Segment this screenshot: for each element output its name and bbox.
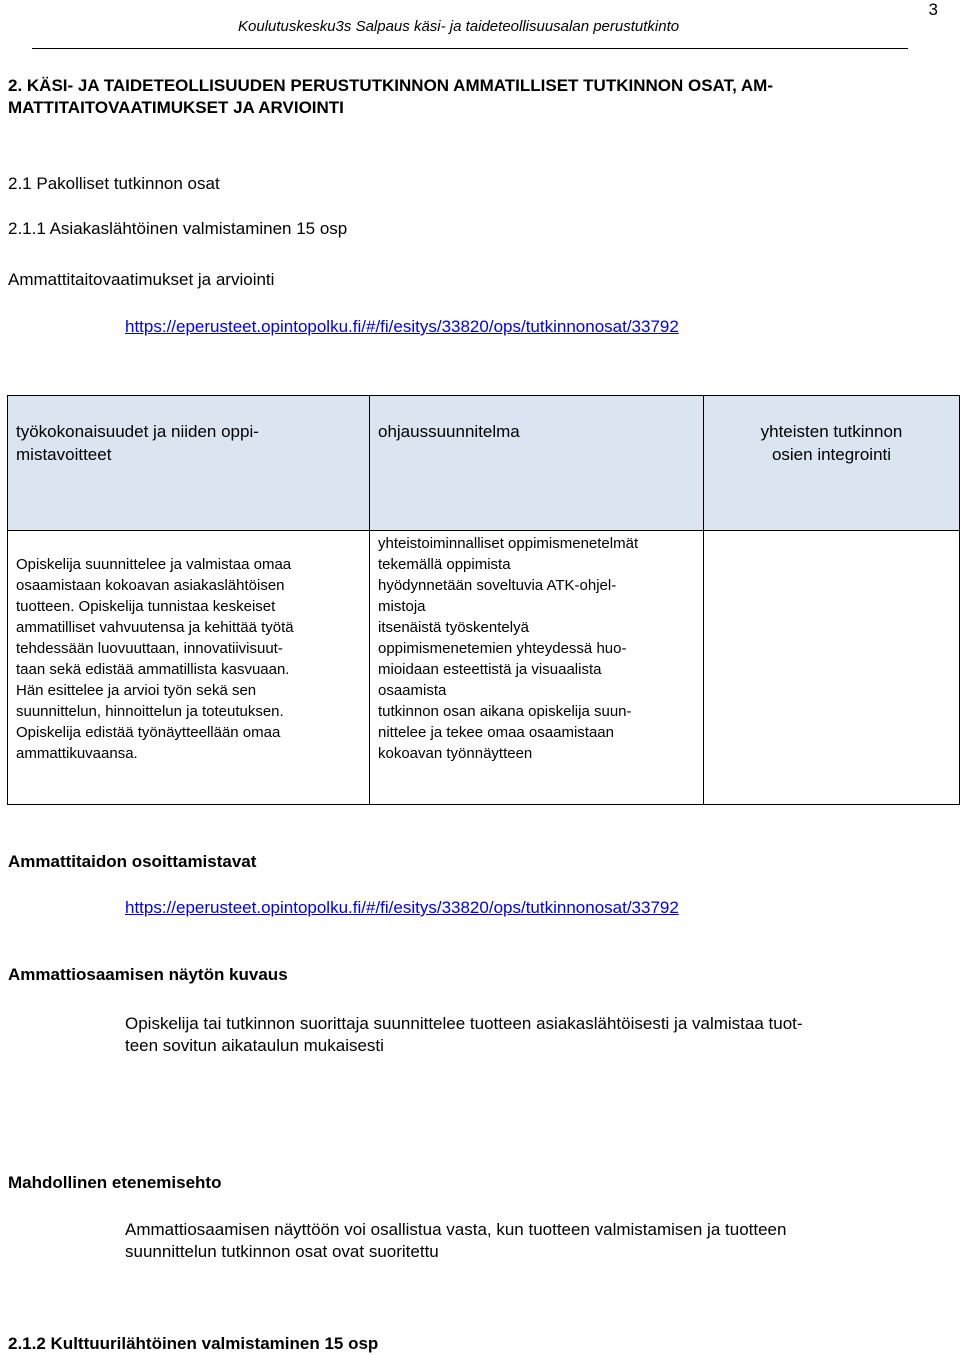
section-heading-line: 2. KÄSI- JA TAIDETEOLLISUUDEN PERUSTUTKINNON AMMATILLISET TUTKINNON OSAT, AM- <box>8 76 773 95</box>
table-row <box>8 531 960 805</box>
cell-line: osaamistaan kokoavan asiakaslähtöisen <box>16 577 285 594</box>
unit-title: 2.1.1 Asiakaslähtöinen valmistaminen 15 osp <box>8 219 348 238</box>
header-divider <box>32 48 908 49</box>
cell-line: mistoja <box>378 598 426 615</box>
description-line: Opiskelija tai tutkinnon suorittaja suunnittelee tuotteen asiakaslähtöisesti ja valmistaa tuot- <box>125 1014 803 1033</box>
cell-line: osaamista <box>378 682 447 699</box>
header-text: työkokonaisuudet ja niiden oppi- <box>16 422 259 441</box>
demonstration-title: Ammattitaidon osoittamistavat <box>8 852 257 871</box>
next-unit-title: 2.1.2 Kulttuurilähtöinen valmistaminen 15 osp <box>8 1334 379 1353</box>
cell-line: Opiskelija suunnittelee ja valmistaa omaa <box>16 556 292 573</box>
page-number: 3 <box>928 0 938 19</box>
progression-line: Ammattiosaamisen näyttöön voi osallistua vasta, kun tuotteen valmistamisen ja tuotteen <box>125 1220 787 1239</box>
progression-line: suunnittelun tutkinnon osat ovat suoritettu <box>125 1242 439 1261</box>
cell-line: tutkinnon osan aikana opiskelija suun- <box>378 703 632 720</box>
table-cell-objectives <box>8 531 370 805</box>
competence-table <box>7 395 960 805</box>
description-line: teen sovitun aikataulun mukaisesti <box>125 1036 384 1055</box>
section-heading-line: MATTITAITOVAATIMUKSET JA ARVIOINTI <box>8 98 344 117</box>
section-heading <box>8 75 938 119</box>
demonstration-link[interactable]: https://eperusteet.opintopolku.fi/#/fi/esitys/33820/ops/tutkinnonosat/33792 <box>125 898 679 917</box>
cell-line: tehdessään luovuuttaan, innovatiivisuut- <box>16 640 283 657</box>
cell-line: itsenäistä työskentelyä <box>378 619 529 636</box>
table-header-cell <box>704 396 960 531</box>
description-text <box>125 1013 803 1057</box>
cell-line: kokoavan työnnäytteen <box>378 745 533 762</box>
cell-line: ammatilliset vahvuutensa ja kehittää työtä <box>16 619 294 636</box>
header-text: osien integrointi <box>771 445 892 464</box>
cell-line: Opiskelija edistää työnäytteellään omaa <box>16 724 281 741</box>
table-header-row <box>8 396 960 531</box>
cell-line: ammattikuvaansa. <box>16 745 138 762</box>
cell-line: suunnittelun, hinnoittelun ja toteutuksen. <box>16 703 284 720</box>
cell-line: mioidaan esteettistä ja visuaalista <box>378 661 602 678</box>
table-header-cell <box>8 396 370 531</box>
cell-line: yhteistoiminnalliset oppimismenetelmät <box>378 535 639 552</box>
progression-text <box>125 1219 786 1263</box>
description-title: Ammattiosaamisen näytön kuvaus <box>8 965 288 984</box>
cell-line: oppimismenetemien yhteydessä huo- <box>378 640 627 657</box>
requirements-link[interactable]: https://eperusteet.opintopolku.fi/#/fi/esitys/33820/ops/tutkinnonosat/33792 <box>125 317 679 336</box>
header-text: mistavoitteet <box>16 445 112 464</box>
subheading: 2.1 Pakolliset tutkinnon osat <box>8 174 220 193</box>
table-header-cell <box>370 396 704 531</box>
cell-line: tuotteen. Opiskelija tunnistaa keskeiset <box>16 598 276 615</box>
cell-line: tekemällä oppimista <box>378 556 511 573</box>
header-text: ohjaussuunnitelma <box>378 422 520 441</box>
table-cell-integration <box>704 531 960 805</box>
running-header: Koulutuskesku3s Salpaus käsi- ja taideteollisuusalan perustutkinto <box>238 18 680 35</box>
cell-line: hyödynnetään soveltuvia ATK-ohjel- <box>378 577 617 594</box>
table-cell-guidance-plan <box>370 531 704 805</box>
requirements-title: Ammattitaitovaatimukset ja arviointi <box>8 270 275 289</box>
cell-line: taan sekä edistää ammatillista kasvuaan. <box>16 661 290 678</box>
progression-title: Mahdollinen etenemisehto <box>8 1173 222 1192</box>
cell-line: Hän esittelee ja arvioi työn sekä sen <box>16 682 257 699</box>
cell-line: nittelee ja tekee omaa osaamistaan <box>378 724 614 741</box>
header-text: yhteisten tutkinnon <box>760 422 903 441</box>
